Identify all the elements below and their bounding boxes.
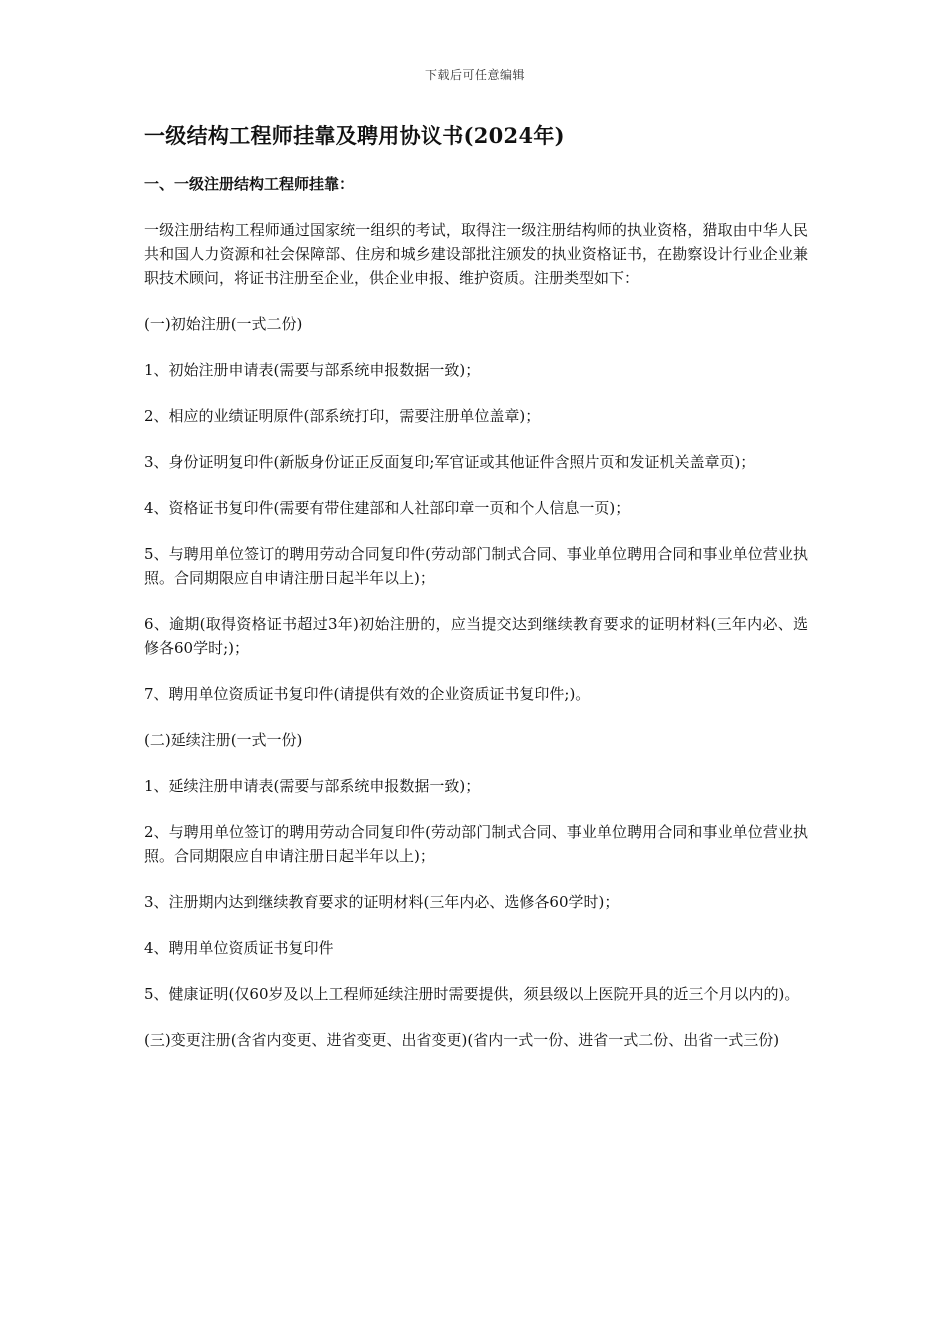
list-item: 6、逾期(取得资格证书超过3年)初始注册的，应当提交达到继续教育要求的证明材料(三年内必、选修各60学时;)； [144,615,808,657]
list-item: 5、与聘用单位签订的聘用劳动合同复印件(劳动部门制式合同、事业单位聘用合同和事业单位营业执照。合同期限应自申请注册日起半年以上)； [144,545,808,587]
list-item: 3、身份证明复印件(新版身份证正反面复印;军官证或其他证件含照片页和发证机关盖章页)； [144,453,756,471]
list-item: 1、延续注册申请表(需要与部系统申报数据一致)； [144,777,481,795]
list-item: 4、资格证书复印件(需要有带住建部和人社部印章一页和个人信息一页)； [144,499,631,517]
header-note: 下载后可任意编辑 [424,68,525,82]
subsection-initial-registration: (一)初始注册(一式二份) [144,315,303,333]
list-item: 3、注册期内达到继续教育要求的证明材料(三年内必、选修各60学时)； [144,893,620,911]
intro-paragraph: 一级注册结构工程师通过国家统一组织的考试，取得注一级注册结构师的执业资格，猎取由中华人民共和国人力资源和社会保障部、住房和城乡建设部批注颁发的执业资格证书，在勘察设计行业企业兼职技术顾问，将证书注册至企业，供企业申报、维护资质。注册类型如下： [144,221,808,287]
list-item: 4、聘用单位资质证书复印件 [144,939,334,957]
document-title: 一级结构工程师挂靠及聘用协议书(2024年) [144,123,565,148]
document-content [144,120,808,1052]
list-item: 5、健康证明(仅60岁及以上工程师延续注册时需要提供，须县级以上医院开具的近三个月以内的)。 [144,985,800,1003]
list-item: 2、相应的业绩证明原件(部系统打印，需要注册单位盖章)； [144,407,541,425]
list-item: 7、聘用单位资质证书复印件(请提供有效的企业资质证书复印件;)。 [144,685,591,703]
subsection-change-registration: (三)变更注册(含省内变更、进省变更、出省变更)(省内一式一份、进省一式二份、出省一式三份) [144,1031,780,1049]
section-heading: 一、一级注册结构工程师挂靠： [144,175,355,193]
list-item: 1、初始注册申请表(需要与部系统申报数据一致)； [144,361,481,379]
subsection-renewal-registration: (二)延续注册(一式一份) [144,731,303,749]
list-item: 2、与聘用单位签订的聘用劳动合同复印件(劳动部门制式合同、事业单位聘用合同和事业单位营业执照。合同期限应自申请注册日起半年以上)； [144,823,808,865]
